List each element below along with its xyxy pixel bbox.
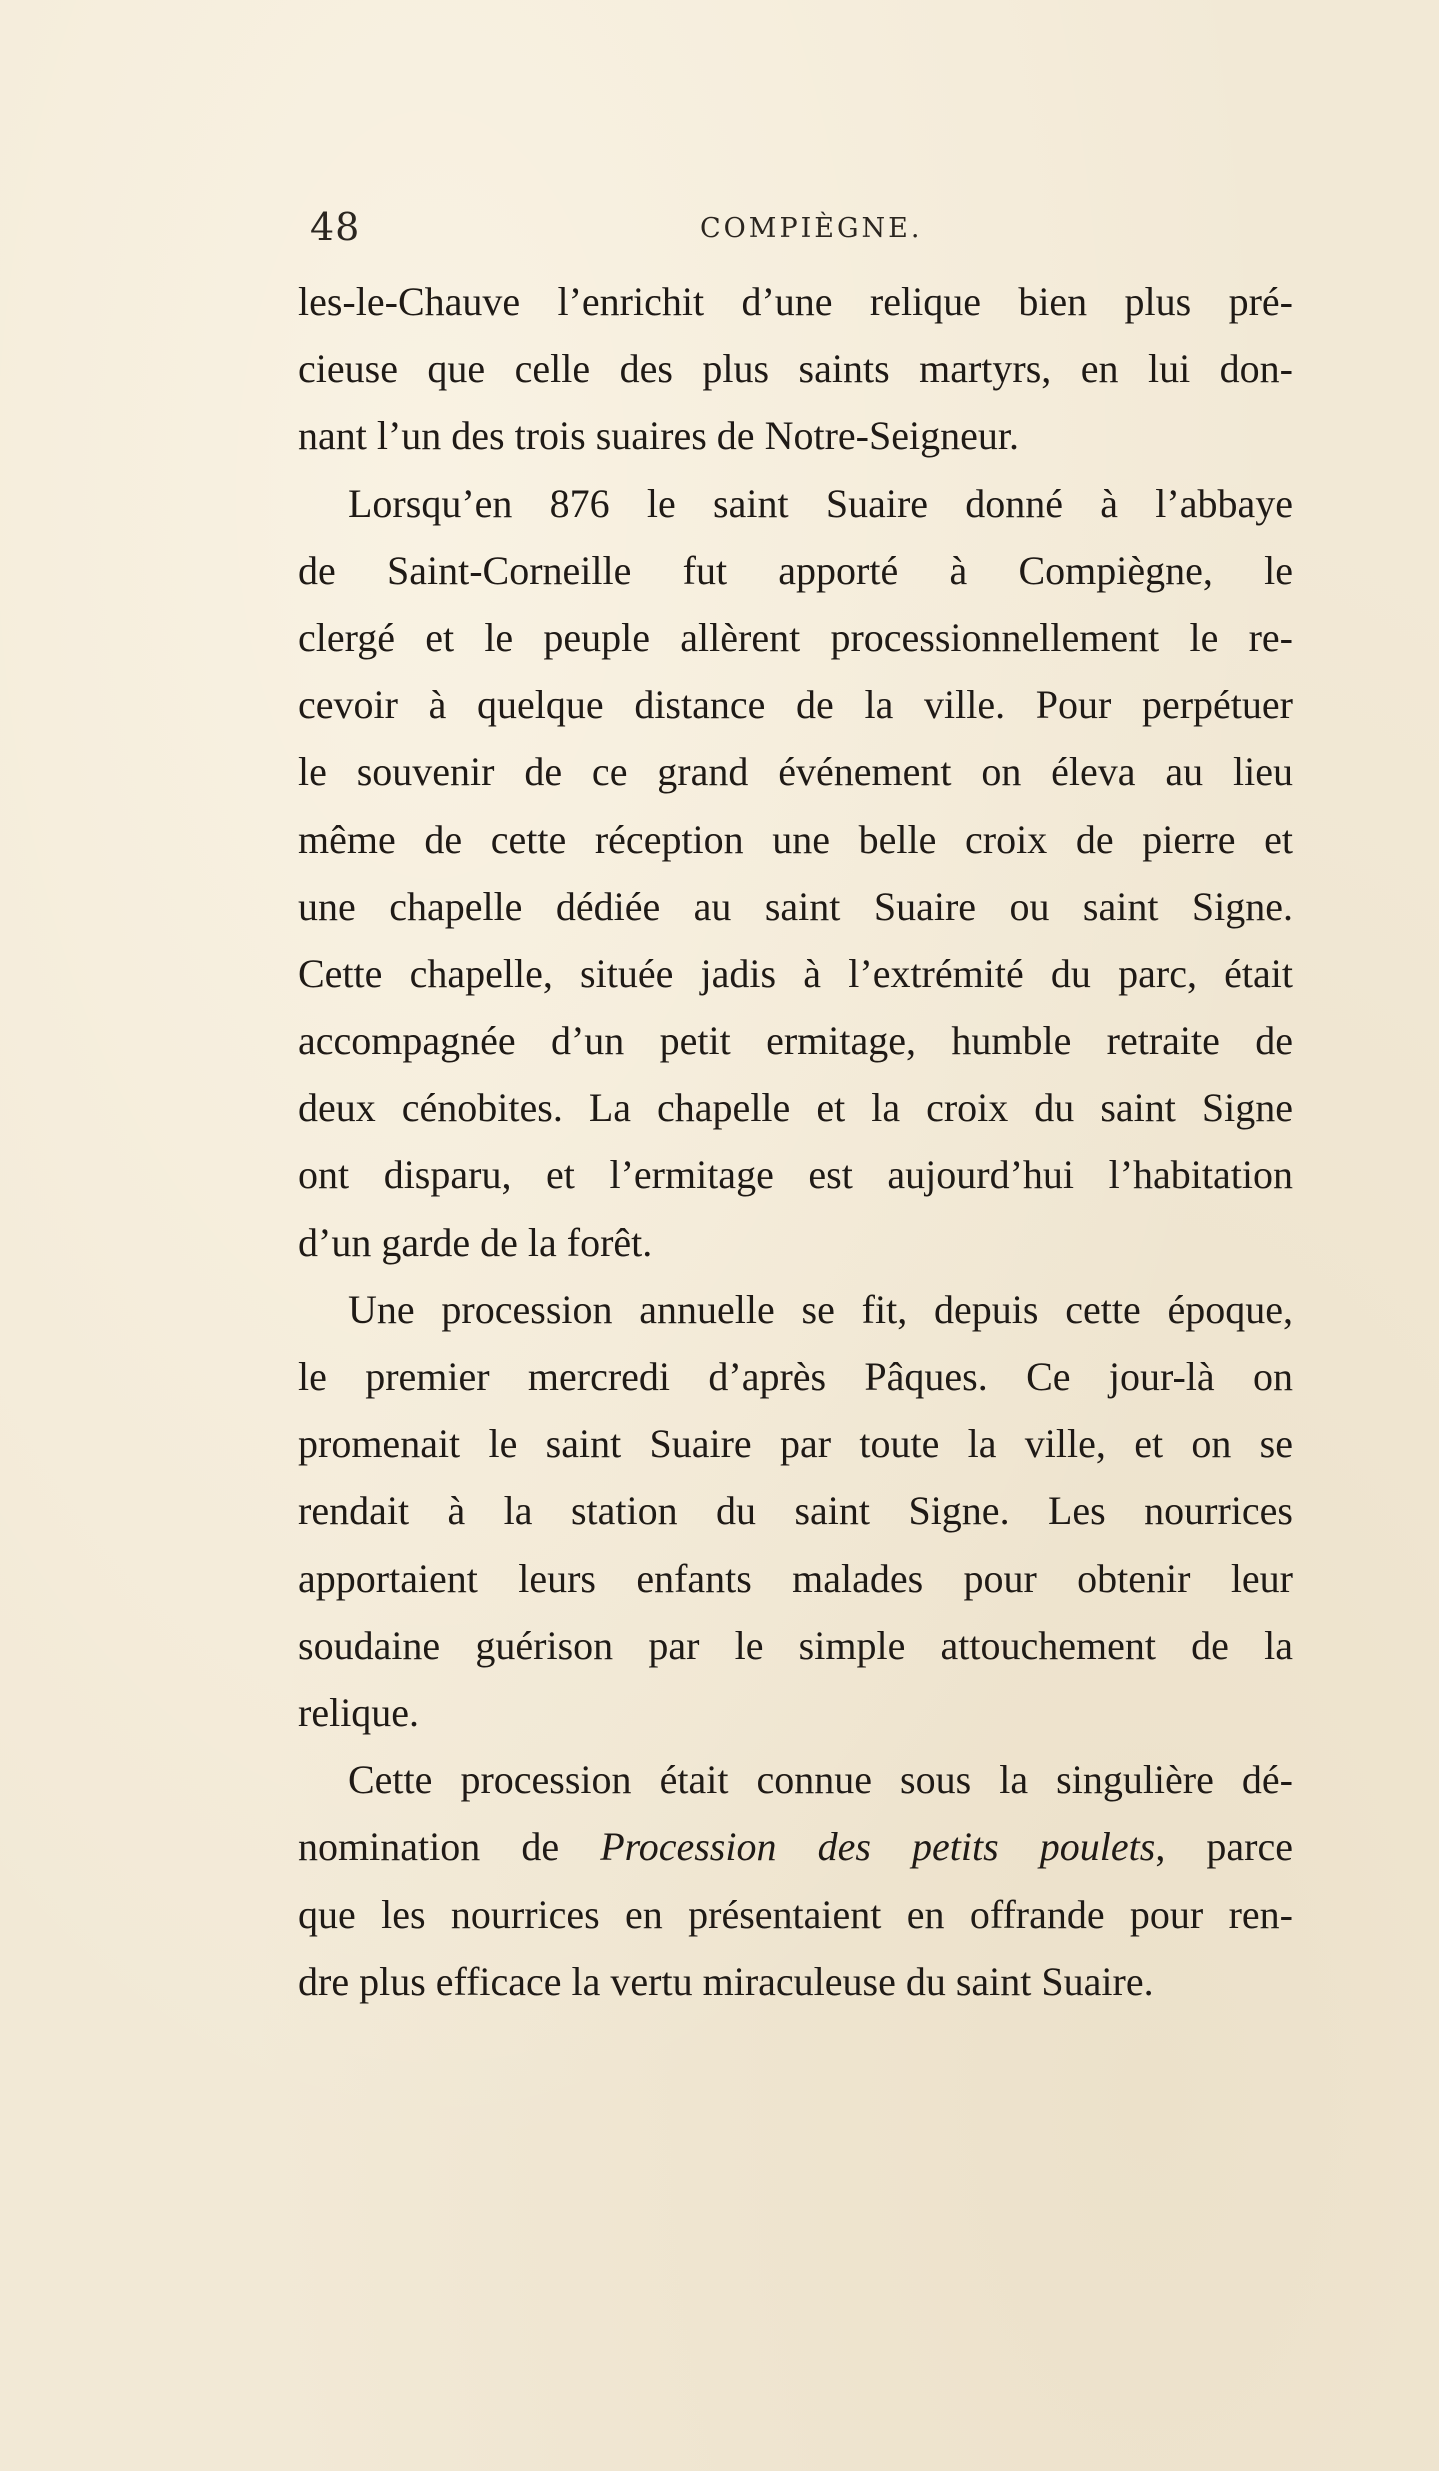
text-line: de Saint-Corneille fut apporté à Compiègne, le xyxy=(298,547,1293,593)
text-line-mixed xyxy=(298,1813,1293,1880)
text-line: apportaient leurs enfants malades pour obtenir leur xyxy=(298,1555,1293,1601)
text-line: nant l’un des trois suaires de Notre-Seigneur. xyxy=(298,413,1019,459)
text-line: Une procession annuelle se fit, depuis cette époque, xyxy=(348,1286,1293,1332)
text-line: dre plus efficace la vertu miraculeuse du saint Suaire. xyxy=(298,1958,1154,2004)
text-line: rendait à la station du saint Signe. Les nourrices xyxy=(298,1488,1293,1534)
text-segment: , parce xyxy=(1155,1824,1293,1870)
italic-title: Procession des petits poulets xyxy=(600,1824,1156,1870)
text-line: Lorsqu’en 876 le saint Suaire donné à l’abbaye xyxy=(348,480,1293,526)
text-line: soudaine guérison par le simple attouchement de la xyxy=(298,1622,1293,1668)
text-line: ont disparu, et l’ermitage est aujourd’hui l’habitation xyxy=(298,1152,1293,1198)
text-line: promenait le saint Suaire par toute la ville, et on se xyxy=(298,1421,1293,1467)
page-header xyxy=(300,205,1300,265)
page-number: 48 xyxy=(310,205,361,249)
text-line: une chapelle dédiée au saint Suaire ou saint Signe. xyxy=(298,883,1293,929)
running-title: COMPIÈGNE. xyxy=(700,213,923,244)
text-line: même de cette réception une belle croix de pierre et xyxy=(298,816,1293,862)
text-line: accompagnée d’un petit ermitage, humble retraite de xyxy=(298,1018,1293,1064)
text-line: Cette chapelle, située jadis à l’extrémité du parc, était xyxy=(298,950,1293,996)
text-line: d’un garde de la forêt. xyxy=(298,1219,653,1265)
text-line: cevoir à quelque distance de la ville. Pour perpétuer xyxy=(298,682,1293,728)
text-line: relique. xyxy=(298,1689,420,1735)
text-line: cieuse que celle des plus saints martyrs, en lui don- xyxy=(298,346,1293,392)
body-text xyxy=(298,268,1293,2015)
text-line: clergé et le peuple allèrent processionnellement le re- xyxy=(298,614,1293,660)
text-line: que les nourrices en présentaient en offrande pour ren- xyxy=(298,1891,1293,1937)
text-line: Cette procession était connue sous la singulière dé- xyxy=(348,1757,1293,1803)
text-line: deux cénobites. La chapelle et la croix du saint Signe xyxy=(298,1085,1293,1131)
text-line: les-le-Chauve l’enrichit d’une relique bien plus pré- xyxy=(298,279,1293,324)
text-line: le premier mercredi d’après Pâques. Ce jour-là on xyxy=(298,1354,1293,1399)
text-segment: nomination de xyxy=(298,1824,560,1870)
text-line: le souvenir de ce grand événement on éleva au lieu xyxy=(298,749,1293,795)
